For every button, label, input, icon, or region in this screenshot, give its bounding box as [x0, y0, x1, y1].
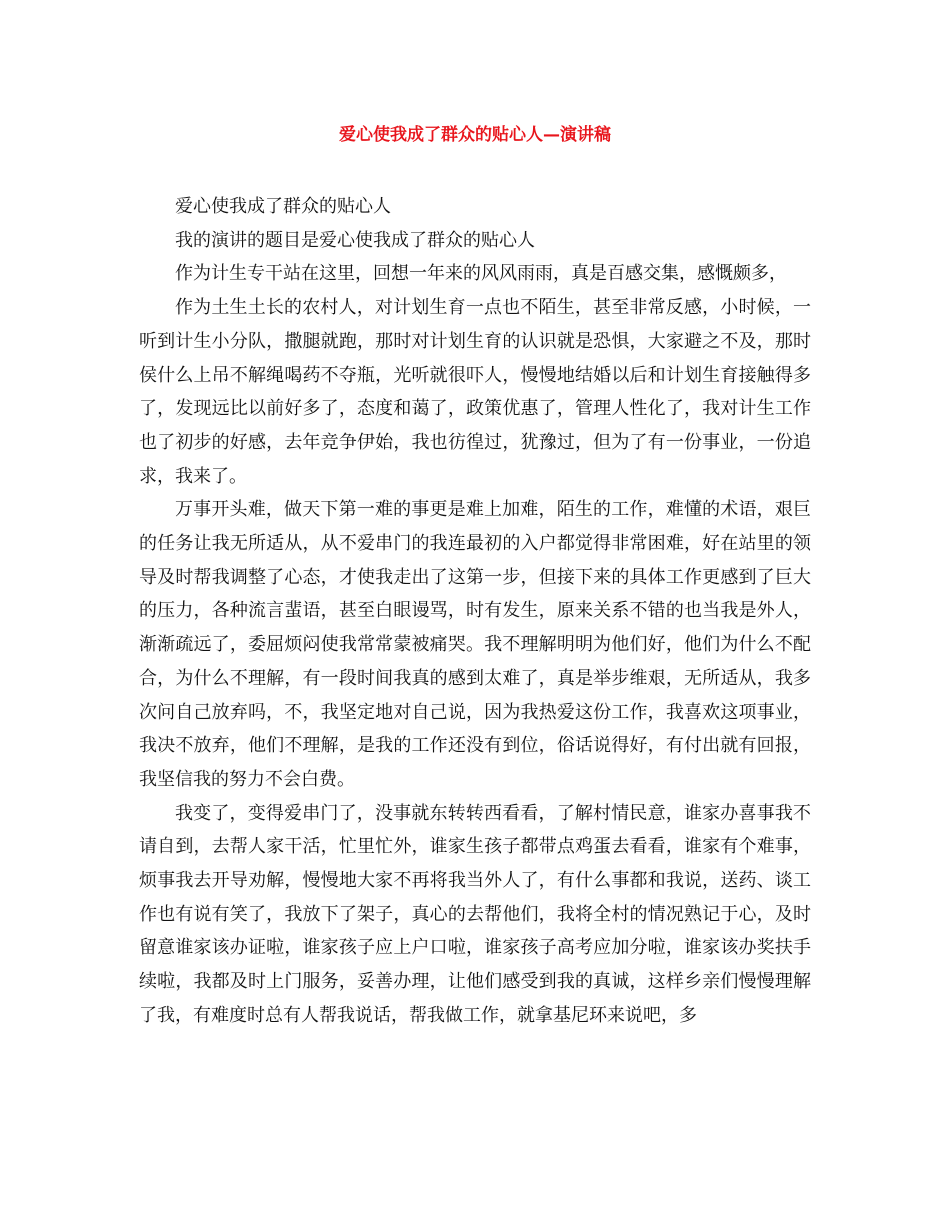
paragraph: 爱心使我成了群众的贴心人 — [175, 196, 391, 217]
paragraph: 我变了，变得爱串门了，没事就东转转西看看，了解村情民意，谁家办喜事我不请自到，去帮人家干活，忙里忙外，谁家生孩子都带点鸡蛋去看看，谁家有个难事，烦事我去开导劝解，慢慢地大家不再将我当外人了，有什么事都和我说，送药、谈工作也有说有笑了，我放下了架子，真心的去帮他们，我将全村的情况熟记于心，及时留意谁家该办证啦，谁家孩子应上户口啦，谁家孩子高考应加分啦，谁家该办奖扶手续啦，我都及时上门服务，妥善办理，让他们感受到我的真诚，这样乡亲们慢慢理解了我，有难度时总有人帮我说话，帮我做工作，就拿基尼环来说吧，多 — [139, 802, 811, 1026]
paragraph: 作为计生专干站在这里，回想一年来的风风雨雨，真是百感交集，感慨颇多， — [175, 263, 787, 285]
paragraph: 万事开头难，做天下第一难的事更是难上加难，陌生的工作，难懂的术语，艰巨的任务让我无所适从，从不爱串门的我连最初的入户都觉得非常困难，好在站里的领导及时帮我调整了心态，才使我走出了这第一步，但接下来的具体工作更感到了巨大的压力，各种流言蜚语，甚至白眼谩骂，时有发生，原来关系不错的也当我是外人，渐渐疏远了，委屈烦闷使我常常蒙被痛哭。我不理解明明为他们好，他们为什么不配合，为什么不理解，有一段时间我真的感到太难了，真是举步维艰，无所适从，我多次问自己放弃吗，不，我坚定地对自己说，因为我热爱这份工作，我喜欢这项事业，我决不放弃，他们不理解，是我的工作还没有到位，俗话说得好，有付出就有回报，我坚信我的努力不会白费。 — [139, 499, 811, 790]
document-title: 爱心使我成了群众的贴心人—演讲稿 — [339, 125, 611, 145]
document-body — [139, 190, 811, 1033]
paragraph: 我的演讲的题目是爱心使我成了群众的贴心人 — [175, 229, 535, 251]
paragraph: 作为土生土长的农村人，对计划生育一点也不陌生，甚至非常反感，小时候，一听到计生小分队，撒腿就跑，那时对计划生育的认识就是恐惧，大家避之不及，那时侯什么上吊不解绳喝药不夺瓶，光听就很吓人，慢慢地结婚以后和计划生育接触得多了，发现远比以前好多了，态度和蔼了，政策优惠了，管理人性化了，我对计生工作也了初步的好感，去年竞争伊始，我也彷徨过，犹豫过，但为了有一份事业，一份追求，我来了。 — [139, 297, 811, 487]
